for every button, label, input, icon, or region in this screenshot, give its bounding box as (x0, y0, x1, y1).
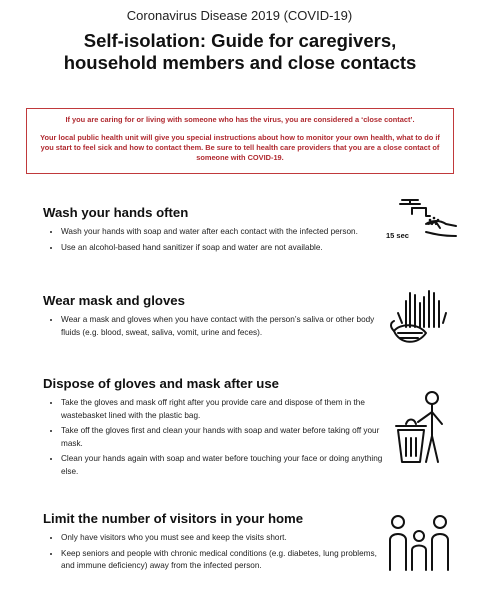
section-visitors (43, 511, 383, 576)
title-line-2: household members and close contacts (63, 52, 417, 73)
notice-line-2: Your local public health unit will give you special instructions about how to monitor your own health, what to do if you start to feel sick and how to contact them. Be sure to tell health care providers that you are a close contact of someone with COVID-19. (40, 133, 440, 162)
timer-label: 15 sec (386, 231, 409, 240)
section-heading: Wear mask and gloves (43, 293, 185, 308)
bullet-item: • Clean your hands again with soap and water before touching your face or doing anything else. (61, 453, 383, 478)
section-heading: Dispose of gloves and mask after use (43, 376, 279, 391)
mask-gloves-icon (388, 283, 454, 349)
section-mask-gloves (43, 293, 383, 342)
document-title (20, 30, 460, 74)
close-contact-notice (26, 108, 454, 174)
bullet-item: • Wash your hands with soap and water after each contact with the infected person. (61, 226, 383, 239)
section-dispose (43, 376, 383, 481)
section-wash-hands (43, 205, 383, 257)
bullet-item: • Take the gloves and mask off right after you provide care and dispose of them in the wastebasket lined with the plastic bag. (61, 397, 383, 422)
notice-line-1: If you are caring for or living with someone who has the virus, you are considered a ‘close contact’. (65, 115, 415, 124)
wastebasket-icon (388, 390, 450, 466)
section-heading: Limit the number of visitors in your home (43, 511, 304, 526)
bullet-item: • Only have visitors who you must see and keep the visits short. (61, 532, 383, 545)
family-icon (384, 512, 454, 574)
bullet-item: • Take off the gloves first and clean your hands with soap and water before taking off your mask. (61, 425, 383, 450)
bullet-item: • Keep seniors and people with chronic medical conditions (e.g. diabetes, lung problems, and immune deficiency) away from the infected person. (61, 548, 383, 573)
bullet-item: • Wear a mask and gloves when you have contact with the person’s saliva or other body fluids (e.g. blood, sweat, saliva, vomit, urine and feces). (61, 314, 383, 339)
title-line-1: Self-isolation: Guide for caregivers, (83, 30, 397, 51)
handwash-icon (386, 198, 458, 254)
document-subtitle: Coronavirus Disease 2019 (COVID-19) (126, 8, 353, 23)
section-heading: Wash your hands often (43, 205, 189, 220)
bullet-item: • Use an alcohol-based hand sanitizer if soap and water are not available. (61, 242, 383, 255)
